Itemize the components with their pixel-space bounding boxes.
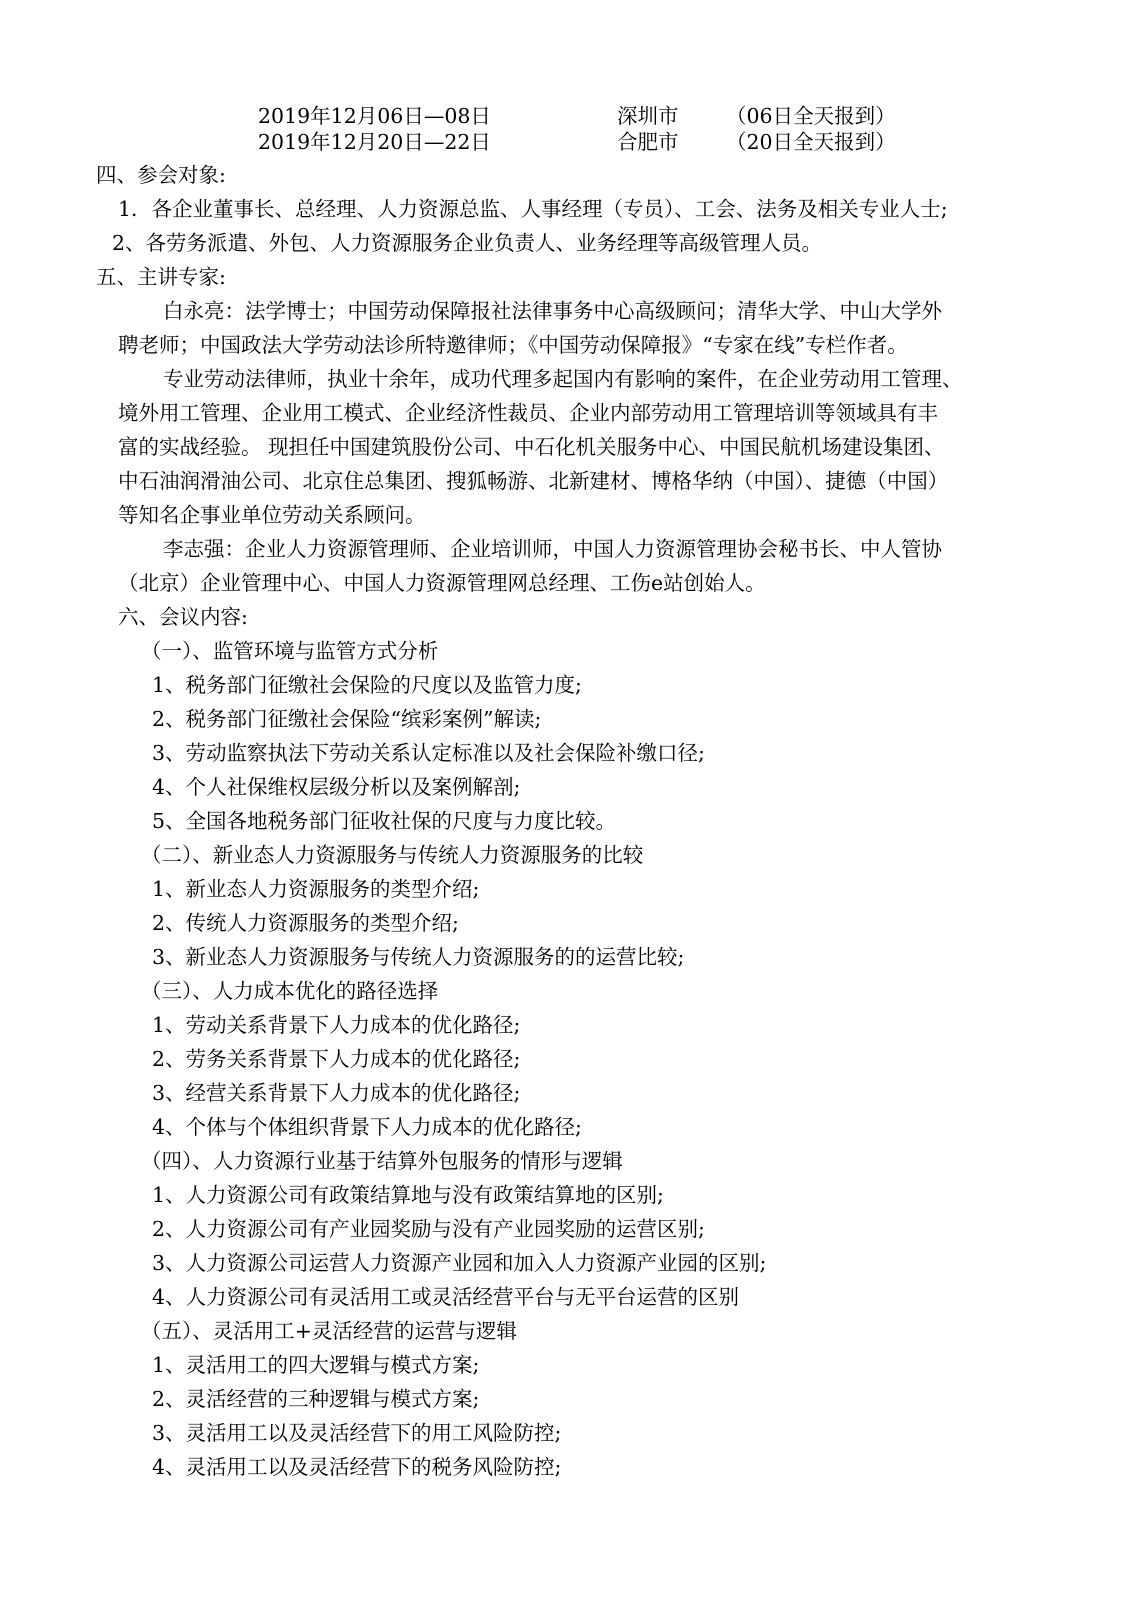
list-item: 2、灵活经营的三种逻辑与模式方案; <box>152 1387 480 1411</box>
list-item: 2、税务部门征缴社会保险“缤彩案例”解读; <box>152 707 542 731</box>
list-item: 3、经营关系背景下人力成本的优化路径; <box>152 1081 521 1105</box>
list-item: 1、税务部门征缴社会保险的尺度以及监管力度; <box>152 673 582 697</box>
list-item: 1、人力资源公司有政策结算地与没有政策结算地的区别; <box>152 1183 664 1207</box>
paragraph-line: 李志强：企业人力资源管理师、企业培训师，中国人力资源管理协会秘书长、中人管协 <box>163 537 942 561</box>
list-item: 2、人力资源公司有产业园奖励与没有产业园奖励的运营区别; <box>152 1217 705 1241</box>
list-item: 2、劳务关系背景下人力成本的优化路径; <box>152 1047 521 1071</box>
paragraph-line: 中石油润滑油公司、北京住总集团、搜狐畅游、北新建材、博格华纳（中国）、捷德（中国） <box>118 469 949 493</box>
list-item: 1．各企业董事长、总经理、人力资源总监、人事经理（专员）、工会、法务及相关专业人士; <box>118 197 948 221</box>
schedule-note-2: （20日全天报到） <box>726 130 896 154</box>
subsection-heading: （三）、人力成本优化的路径选择 <box>141 979 439 1003</box>
section-heading: 六、会议内容: <box>118 605 248 629</box>
paragraph-line: 专业劳动法律师，执业十余年，成功代理多起国内有影响的案件，在企业劳动用工管理、 <box>163 367 963 391</box>
list-item: 4、人力资源公司有灵活用工或灵活经营平台与无平台运营的区别 <box>152 1285 740 1309</box>
paragraph-line: 境外用工管理、企业用工模式、企业经济性裁员、企业内部劳动用工管理培训等领域具有丰 <box>118 401 938 425</box>
list-item: 3、人力资源公司运营人力资源产业园和加入人力资源产业园的区别; <box>152 1251 767 1275</box>
schedule-date-2: 2019年12月20日—22日 <box>258 130 491 154</box>
list-item: 3、灵活用工以及灵活经营下的用工风险防控; <box>152 1421 562 1445</box>
list-item: 1、新业态人力资源服务的类型介绍; <box>152 877 480 901</box>
list-item: 5、全国各地税务部门征收社保的尺度与力度比较。 <box>152 809 617 833</box>
paragraph-line: 白永亮：法学博士；中国劳动保障报社法律事务中心高级顾问；清华大学、中山大学外 <box>163 299 942 323</box>
paragraph-line: 聘老师；中国政法大学劳动法诊所特邀律师；《中国劳动保障报》“专家在线”专栏作者。 <box>118 333 908 357</box>
list-item: 3、新业态人力资源服务与传统人力资源服务的的运营比较; <box>152 945 685 969</box>
list-item: 3、劳动监察执法下劳动关系认定标准以及社会保险补缴口径; <box>152 741 705 765</box>
paragraph-line: （北京）企业管理中心、中国人力资源管理网总经理、工伤e站创始人。 <box>118 571 766 595</box>
paragraph-line: 等知名企事业单位劳动关系顾问。 <box>118 503 426 527</box>
list-item: 1、灵活用工的四大逻辑与模式方案; <box>152 1353 480 1377</box>
list-item: 4、灵活用工以及灵活经营下的税务风险防控; <box>152 1455 562 1479</box>
schedule-city-2: 合肥市 <box>617 130 679 154</box>
paragraph-line: 富的实战经验。 现担任中国建筑股份公司、中石化机关服务中心、中国民航机场建设集团、 <box>118 435 945 459</box>
schedule-date-1: 2019年12月06日—08日 <box>258 104 491 128</box>
schedule-note-1: （06日全天报到） <box>726 104 896 128</box>
list-item: 2、各劳务派遣、外包、人力资源服务企业负责人、业务经理等高级管理人员。 <box>112 231 823 255</box>
list-item: 2、传统人力资源服务的类型介绍; <box>152 911 459 935</box>
subsection-heading: （五）、灵活用工+灵活经营的运营与逻辑 <box>141 1319 517 1343</box>
subsection-heading: （一）、监管环境与监管方式分析 <box>141 639 439 663</box>
list-item: 4、个体与个体组织背景下人力成本的优化路径; <box>152 1115 582 1139</box>
schedule-city-1: 深圳市 <box>617 104 679 128</box>
subsection-heading: （四）、人力资源行业基于结算外包服务的情形与逻辑 <box>141 1149 623 1173</box>
section-heading: 五、主讲专家: <box>96 265 226 289</box>
list-item: 4、个人社保维权层级分析以及案例解剖; <box>152 775 521 799</box>
list-item: 1、劳动关系背景下人力成本的优化路径; <box>152 1013 521 1037</box>
section-heading: 四、参会对象: <box>96 163 226 187</box>
subsection-heading: （二）、新业态人力资源服务与传统人力资源服务的比较 <box>141 843 644 867</box>
